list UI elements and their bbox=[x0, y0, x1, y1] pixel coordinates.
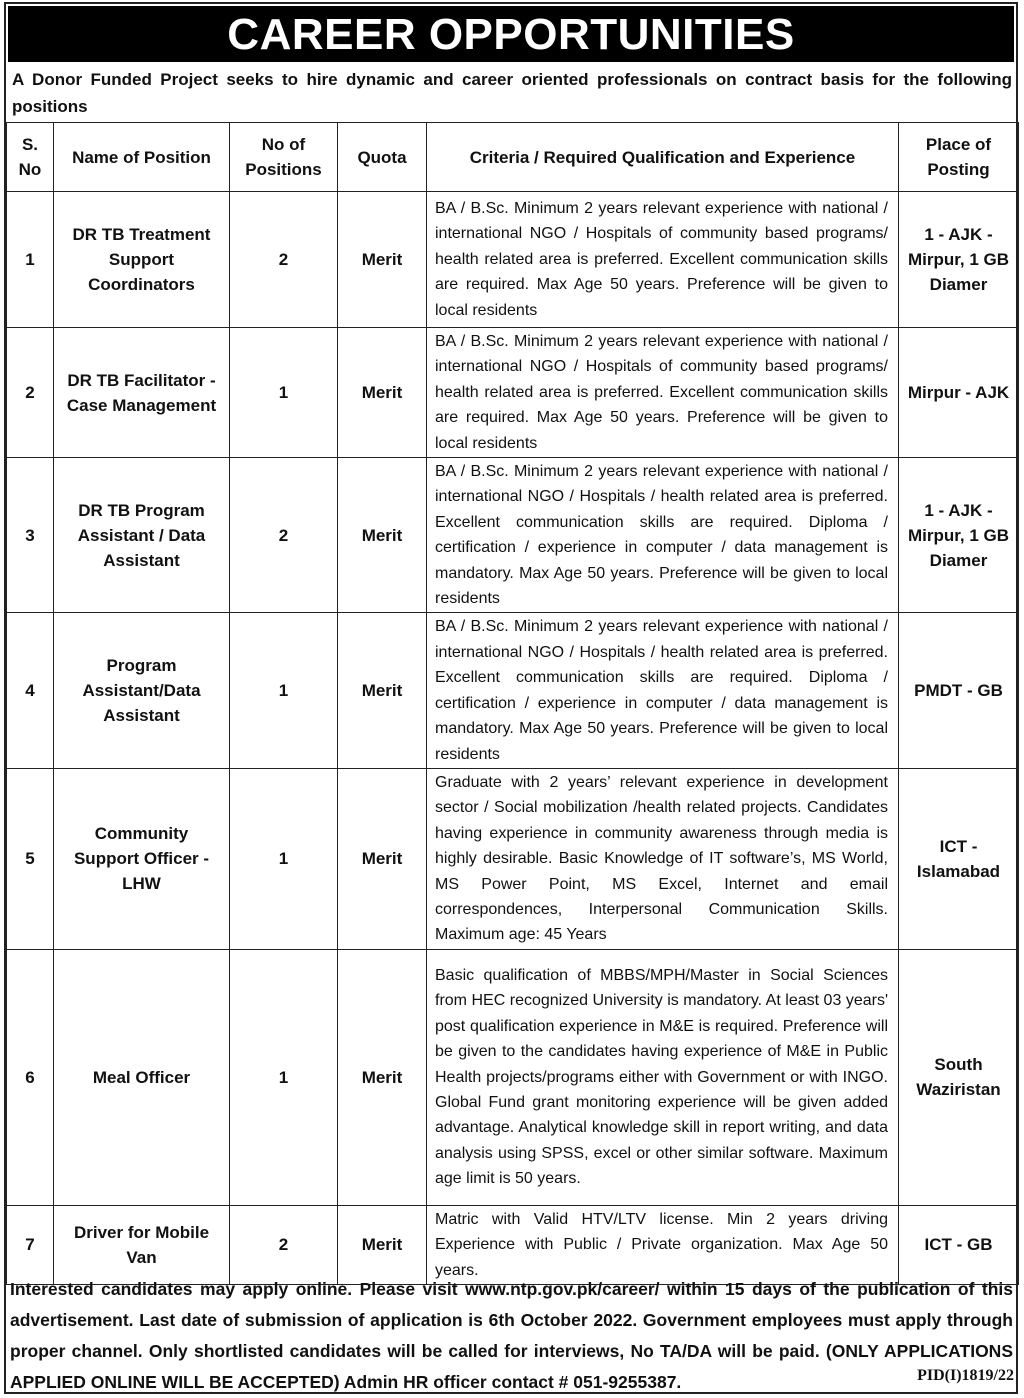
footer-text: Interested candidates may apply online. Please visit www.ntp.gov.pk/career/ within 15 days of the publication of this advertisement. Last date of submission of application is 6th October 2022. Government employees must apply through proper channel. Only shortlisted candidates will be called for interviews, No TA/DA will be paid. (ONLY APPLICATIONS APPLIED ONLINE WILL BE ACCEPTED) Admin HR officer contact # 051-9255387. bbox=[10, 1279, 1013, 1392]
cell-place: 1 - AJK - Mirpur, 1 GB Diamer bbox=[899, 458, 1019, 613]
header-criteria: Criteria / Required Qualification and Experience bbox=[427, 123, 899, 192]
cell-place: Mirpur - AJK bbox=[899, 328, 1019, 458]
cell-name: DR TB Facilitator - Case Management bbox=[54, 328, 230, 458]
table-row bbox=[7, 613, 1019, 768]
header-quota: Quota bbox=[338, 123, 427, 192]
cell-sno: 2 bbox=[7, 328, 54, 458]
cell-criteria: BA / B.Sc. Minimum 2 years relevant experience with national / international NGO / Hospitals / health related area is preferred. Excellent communication skills are required. Diploma / certification / experience in computer / data management is mandatory. Max Age 50 years. Preference will be given to local residents bbox=[427, 458, 899, 613]
cell-count: 2 bbox=[230, 192, 338, 328]
header-count: No of Positions bbox=[230, 123, 338, 192]
table-row bbox=[7, 458, 1019, 613]
cell-sno: 1 bbox=[7, 192, 54, 328]
page-title: CAREER OPPORTUNITIES bbox=[8, 6, 1014, 62]
cell-count: 1 bbox=[230, 328, 338, 458]
table-row bbox=[7, 192, 1019, 328]
cell-count: 2 bbox=[230, 458, 338, 613]
table-header bbox=[7, 123, 1019, 192]
cell-criteria: BA / B.Sc. Minimum 2 years relevant experience with national / international NGO / Hospitals / health related area is preferred. Excellent communication skills are required. Diploma / certification / experience in computer / data management is mandatory. Max Age 50 years. Preference will be given to local residents bbox=[427, 613, 899, 768]
cell-sno: 4 bbox=[7, 613, 54, 768]
cell-place: 1 - AJK - Mirpur, 1 GB Diamer bbox=[899, 192, 1019, 328]
cell-sno: 5 bbox=[7, 768, 54, 949]
cell-quota: Merit bbox=[338, 768, 427, 949]
cell-name: Program Assistant/Data Assistant bbox=[54, 613, 230, 768]
positions-table bbox=[6, 122, 1019, 1285]
cell-sno: 3 bbox=[7, 458, 54, 613]
header-name: Name of Position bbox=[54, 123, 230, 192]
cell-name: Community Support Officer - LHW bbox=[54, 768, 230, 949]
header-place: Place of Posting bbox=[899, 123, 1019, 192]
cell-count: 1 bbox=[230, 949, 338, 1205]
cell-place: ICT - Islamabad bbox=[899, 768, 1019, 949]
cell-criteria: Graduate with 2 years’ relevant experience in development sector / Social mobilization /health related projects. Candidates having experience in community awareness through media is highly desirable. Basic Knowledge of IT software’s, MS World, MS Power Point, MS Excel, Internet and email correspondences, Interpersonal Communication Skills. Maximum age: 45 Years bbox=[427, 768, 899, 949]
cell-name: DR TB Treatment Support Coordinators bbox=[54, 192, 230, 328]
cell-quota: Merit bbox=[338, 192, 427, 328]
table-row bbox=[7, 949, 1019, 1205]
cell-place: ICT - GB bbox=[899, 1205, 1019, 1284]
cell-quota: Merit bbox=[338, 458, 427, 613]
cell-quota: Merit bbox=[338, 949, 427, 1205]
cell-count: 1 bbox=[230, 768, 338, 949]
table-row bbox=[7, 1205, 1019, 1284]
cell-name: DR TB Program Assistant / Data Assistant bbox=[54, 458, 230, 613]
cell-criteria: Matric with Valid HTV/LTV license. Min 2 years driving Experience with Public / Private organization. Max Age 50 years. bbox=[427, 1205, 899, 1284]
cell-criteria: BA / B.Sc. Minimum 2 years relevant experience with national / international NGO / Hospitals of community based programs/ health related area is preferred. Excellent communication skills are required. Max Age 50 years. Preference will be given to local residents bbox=[427, 328, 899, 458]
cell-name: Meal Officer bbox=[54, 949, 230, 1205]
cell-criteria: BA / B.Sc. Minimum 2 years relevant experience with national / international NGO / Hospitals of community based programs/ health related area is preferred. Excellent communication skills are required. Max Age 50 years. Preference will be given to local residents bbox=[427, 192, 899, 328]
intro-text: A Donor Funded Project seeks to hire dynamic and career oriented professionals on contract basis for the following positions bbox=[12, 70, 1012, 116]
cell-place: PMDT - GB bbox=[899, 613, 1019, 768]
table-row bbox=[7, 328, 1019, 458]
pid-number: PID(I)1819/22 bbox=[917, 1367, 1014, 1384]
header-sno: S. No bbox=[7, 123, 54, 192]
cell-name: Driver for Mobile Van bbox=[54, 1205, 230, 1284]
cell-criteria: Basic qualification of MBBS/MPH/Master in Social Sciences from HEC recognized University is mandatory. At least 03 years' post qualification experience in M&E is required. Preference will be given to the candidates having experience of M&E in Public Health projects/programs either with Government or with INGO. Global Fund grant monitoring experience will be given added advantage. Analytical knowledge skill in report writing, and data analysis using SPSS, excel or other similar software. Maximum age limit is 50 years. bbox=[427, 949, 899, 1205]
cell-place: South Waziristan bbox=[899, 949, 1019, 1205]
cell-sno: 7 bbox=[7, 1205, 54, 1284]
cell-sno: 6 bbox=[7, 949, 54, 1205]
table-row bbox=[7, 768, 1019, 949]
cell-quota: Merit bbox=[338, 328, 427, 458]
cell-quota: Merit bbox=[338, 613, 427, 768]
cell-count: 2 bbox=[230, 1205, 338, 1284]
cell-count: 1 bbox=[230, 613, 338, 768]
cell-quota: Merit bbox=[338, 1205, 427, 1284]
